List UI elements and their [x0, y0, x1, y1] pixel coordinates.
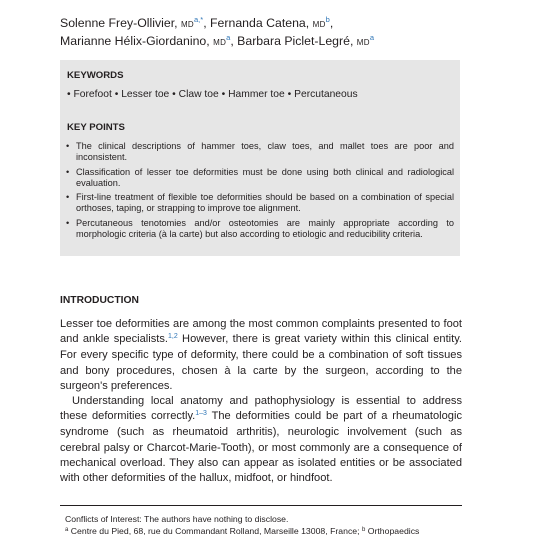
- reference-link[interactable]: 1,2: [167, 333, 178, 341]
- key-point-item: [66, 167, 454, 190]
- paragraph-text: Lesser toe deformities are among the most common complaints presented to foot and ankle specialists.: [60, 318, 462, 346]
- introduction-body: [60, 317, 462, 486]
- key-points-heading: KEY POINTS: [67, 122, 125, 133]
- key-point-item: [66, 192, 454, 215]
- key-point-text: Classification of lesser toe deformities must be done using both clinical and radiological evaluation.: [76, 166, 454, 188]
- author-degree: MD: [180, 20, 195, 29]
- key-point-text: Percutaneous tenotomies and/or osteotomies are mainly appropriate according to morphologic criteria (à la carte) but also according to etiologic and reducibility criteria.: [76, 217, 454, 240]
- paragraph-text: However, there is great variety within this clinical entity. For every specific type of deformity, there could be a combination of soft tissues and bony procedures, chosen à la carte by the surgeon, according to the surgeon's preferences.: [60, 333, 463, 392]
- paragraph: [60, 317, 462, 394]
- keyword: Lesser toe: [121, 89, 170, 100]
- affiliation-text: Centre du Pied, 68, rue du Commandant Rolland, Marseille 13008, France;: [68, 525, 360, 536]
- author-name: Solenne Frey-Ollivier,: [60, 16, 178, 30]
- bullet-icon: •: [66, 192, 70, 203]
- key-point-item: [66, 218, 454, 241]
- author-line-2: Marianne Hélix-Giordanino, $MD^a$, Barbara Piclet-Legré, $MD^a$: [60, 33, 375, 48]
- author-list: [60, 15, 480, 51]
- affiliation-link[interactable]: a,*: [194, 15, 204, 24]
- author-line-1: Solenne Frey-Ollivier, $MD^{a,*}$, Fernanda Catena, $MD^b$,: [60, 15, 334, 30]
- paragraph-text: Understanding local anatomy and pathophysiology is essential to address these deformities correctly.: [60, 395, 462, 423]
- bullet-icon: •: [66, 166, 70, 177]
- key-point-text: The clinical descriptions of hammer toes, claw toes, and mallet toes are poor and inconsistent.: [76, 141, 454, 163]
- paragraph-text: The deformities could be part of a rheumatologic syndrome (such as rheumatoid arthritis), neurologic involvement (such as cerebral palsy or Charcot-Marie-Tooth), or most commonly are a consequence of mechanical overload. They also can appear as isolated entities or be associated with other deformities of the hallux, midfoot, or hindfoot.: [60, 410, 462, 485]
- bullet-icon: •: [114, 89, 119, 100]
- introduction-heading: INTRODUCTION: [60, 295, 139, 306]
- affiliations: [65, 526, 460, 540]
- affiliation-link[interactable]: a: [226, 33, 231, 42]
- key-point-text: First-line treatment of flexible toe deformities should be based on a combination of special orthoses, taping, or strapping to improve toe alignment.: [76, 192, 454, 214]
- bullet-icon: •: [221, 89, 226, 100]
- keyword: Percutaneous: [294, 89, 358, 100]
- bullet-icon: •: [172, 89, 176, 100]
- bullet-icon: •: [66, 217, 70, 228]
- conflicts-statement: Conflicts of Interest: The authors have nothing to disclose.: [65, 514, 289, 524]
- author-degree: MD: [213, 38, 227, 47]
- bullet-icon: •: [66, 141, 70, 151]
- bullet-icon: •: [287, 89, 292, 100]
- affiliation-marker: b: [361, 526, 366, 533]
- author-name: Fernanda Catena,: [210, 16, 310, 30]
- key-point-item: [66, 141, 454, 164]
- affiliation-marker: a: [65, 526, 69, 533]
- affiliation-link[interactable]: a: [369, 33, 375, 42]
- keywords-keypoints-box: [60, 60, 460, 256]
- paragraph: [60, 394, 462, 486]
- keyword: Forefoot: [73, 89, 112, 100]
- keyword: Hammer toe: [228, 89, 285, 100]
- key-points-list: [66, 141, 454, 243]
- keywords-heading: KEYWORDS: [67, 70, 124, 81]
- keyword: Claw toe: [178, 89, 219, 100]
- author-degree: MD: [356, 38, 370, 47]
- footnotes: [65, 514, 460, 540]
- bullet-icon: •: [67, 89, 71, 100]
- author-name: Marianne Hélix-Giordanino,: [60, 34, 210, 48]
- author-degree: MD: [312, 20, 326, 29]
- reference-link[interactable]: 1–3: [195, 410, 207, 418]
- keywords-list: [67, 89, 358, 100]
- affiliation-link[interactable]: b: [325, 15, 330, 24]
- author-name: Barbara Piclet-Legré,: [237, 34, 354, 48]
- affiliation-text: Orthopaedics: [365, 525, 420, 536]
- footnote-divider: [60, 505, 462, 506]
